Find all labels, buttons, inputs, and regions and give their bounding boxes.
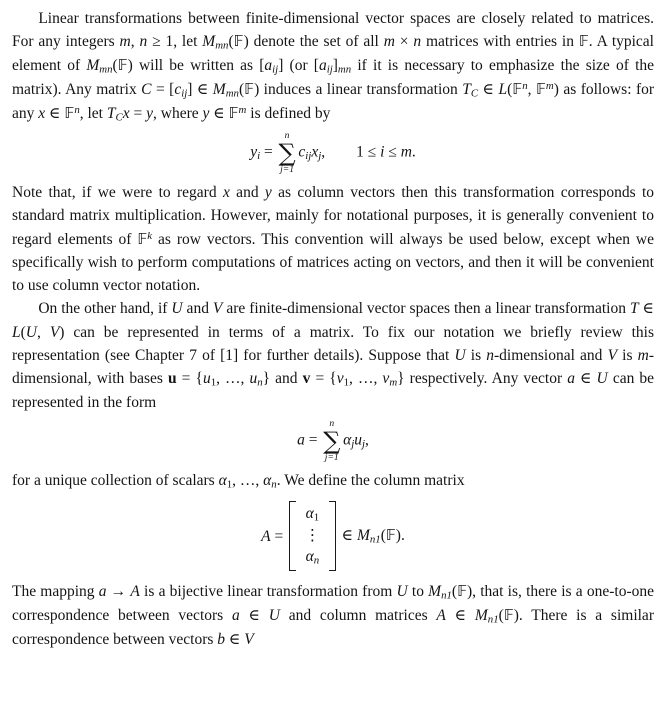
text-run: C bbox=[115, 111, 123, 124]
text-run: 𝔽 bbox=[117, 57, 128, 75]
text-run: A bbox=[130, 583, 140, 601]
matrix-entry-last bbox=[306, 548, 320, 567]
equation-sum-2 bbox=[12, 419, 654, 463]
text-run: ∈ bbox=[45, 105, 65, 123]
text-run: The mapping bbox=[12, 583, 99, 601]
text-run: a bbox=[567, 370, 575, 388]
text-run: ) induces a linear transformation bbox=[254, 81, 463, 99]
text-run: and column matrices bbox=[279, 607, 437, 625]
text-run: ∈ bbox=[341, 527, 357, 545]
text-run: m bbox=[389, 376, 398, 389]
text-run: n bbox=[139, 33, 148, 51]
text-run: and bbox=[182, 300, 213, 318]
text-run: ∈ bbox=[239, 607, 269, 625]
text-run: ( bbox=[498, 607, 504, 625]
sum-upper-limit: n bbox=[329, 418, 335, 430]
text-run: a bbox=[297, 431, 305, 449]
text-run: ij bbox=[305, 150, 312, 163]
matrix-bracket-left bbox=[289, 501, 296, 571]
text-run: ] ∈ bbox=[187, 81, 213, 99]
text-run: i bbox=[380, 143, 385, 161]
summation-symbol bbox=[278, 131, 295, 175]
text-run: as column vectors then this transformation corresponds to standard matrix multiplication. However, mainly for notational purposes, it is generally convenient to regard elements of bbox=[12, 184, 655, 248]
text-run: , let bbox=[79, 105, 107, 123]
text-run: 1 bbox=[313, 511, 320, 524]
text-run: = bbox=[270, 527, 284, 545]
matrix-equation-lhs bbox=[261, 525, 283, 548]
text-run: V bbox=[607, 346, 618, 364]
text-run: j bbox=[351, 438, 355, 451]
text-run: y bbox=[250, 143, 258, 161]
text-run: , bbox=[365, 431, 369, 449]
text-run: a bbox=[98, 583, 107, 601]
text-run: M bbox=[356, 527, 370, 545]
text-run: ( bbox=[380, 527, 386, 545]
text-run: Linear transformations between finite-dimensional vector spaces are closely related to matrices. For any integers bbox=[12, 10, 654, 51]
text-run: j bbox=[318, 150, 322, 163]
text-run: if it is necessary to emphasize the size of the matrix). Any matrix bbox=[12, 57, 655, 99]
text-run: mn bbox=[225, 87, 239, 100]
text-run: = { bbox=[310, 370, 337, 388]
matrix-entry-first bbox=[306, 505, 320, 524]
text-run: n bbox=[486, 346, 494, 364]
summation-symbol bbox=[323, 419, 340, 463]
text-run: are finite-dimensional vector spaces then a linear transformation bbox=[222, 300, 630, 318]
text-run: ) will be written as [ bbox=[127, 57, 265, 75]
text-run: ), that is, there is a one-to-one correspondence between vectors bbox=[12, 583, 655, 625]
text-run: α bbox=[305, 548, 314, 566]
text-run: U bbox=[396, 583, 408, 601]
text-run: and bbox=[229, 184, 265, 202]
text-run: a bbox=[264, 57, 273, 75]
text-run: C bbox=[470, 87, 479, 100]
equation-sum-1 bbox=[12, 131, 654, 175]
text-run: M bbox=[428, 583, 442, 601]
text-run: ). bbox=[395, 527, 405, 545]
text-run: -dimensional, with bases bbox=[12, 346, 654, 388]
sum-lower-limit: j=1 bbox=[324, 451, 339, 463]
text-run: k bbox=[147, 229, 153, 242]
text-run: m bbox=[545, 80, 554, 93]
matrix-vertical-ellipsis bbox=[305, 527, 321, 545]
text-run: ∈ bbox=[445, 607, 475, 625]
matrix-equation-rhs bbox=[342, 524, 405, 548]
text-run: c bbox=[298, 143, 306, 161]
text-run: U bbox=[25, 323, 37, 341]
text-run: ) denote the set of all bbox=[243, 33, 384, 51]
text-run: . bbox=[411, 143, 416, 161]
text-run: u bbox=[354, 431, 363, 449]
text-run: ≤ bbox=[384, 143, 401, 161]
text-run: α bbox=[343, 431, 352, 449]
text-run: = bbox=[304, 431, 322, 449]
text-run: j bbox=[362, 438, 366, 451]
sum-upper-limit: n bbox=[284, 130, 290, 142]
text-run: = bbox=[260, 143, 277, 161]
text-run: n1 bbox=[441, 590, 452, 603]
text-run: ∈ bbox=[478, 81, 499, 99]
text-run: M bbox=[212, 81, 226, 99]
text-run: A bbox=[261, 527, 271, 545]
text-run: ). There is a similar correspondence between vectors bbox=[12, 607, 654, 649]
text-run: can be represented in the form bbox=[12, 370, 655, 412]
text-run: as row vectors. This convention will always be used below, except when we specifically wish to perform computations of matrices acting on vectors, and then it will be convenient to use column vector notation. bbox=[12, 230, 654, 295]
text-run: V bbox=[49, 323, 60, 341]
text-run: is defined by bbox=[246, 105, 331, 123]
text-run: m bbox=[119, 33, 131, 51]
text-run: n bbox=[313, 554, 320, 567]
text-run: to bbox=[407, 583, 429, 601]
text-run: -dimensional and bbox=[494, 346, 608, 364]
text-run: , …, bbox=[216, 370, 250, 388]
text-run: ( bbox=[112, 57, 118, 75]
text-run: is a bijective linear transformation from bbox=[139, 583, 397, 601]
text-run: α bbox=[305, 505, 314, 523]
text-run: 𝔽 bbox=[64, 105, 75, 123]
sum-lower-limit: j=1 bbox=[280, 163, 295, 175]
text-run: , where bbox=[153, 105, 203, 123]
text-run: x bbox=[122, 105, 130, 123]
text-run: 𝔽 bbox=[228, 105, 239, 123]
text-run: u bbox=[202, 370, 211, 388]
text-run: v bbox=[336, 370, 344, 388]
text-run: v bbox=[382, 370, 390, 388]
text-run: ≥ 1, let bbox=[147, 33, 203, 51]
text-run: α bbox=[218, 472, 227, 490]
text-run: 𝔽 bbox=[137, 230, 148, 248]
text-run: ∈ bbox=[638, 300, 655, 318]
text-run: x bbox=[311, 143, 319, 161]
text-run: T bbox=[106, 105, 116, 123]
text-run: ( bbox=[507, 81, 513, 99]
text-run: ( bbox=[238, 81, 245, 99]
sigma-icon: ∑ bbox=[323, 426, 341, 455]
text-run: Note that, if we were to regard bbox=[12, 184, 223, 202]
text-run: 𝔽 bbox=[503, 607, 514, 625]
text-run: 𝔽 bbox=[457, 583, 467, 601]
text-run: ( bbox=[20, 323, 26, 341]
text-run: mn bbox=[337, 63, 352, 76]
text-run: y bbox=[146, 105, 153, 123]
text-run: , …, bbox=[232, 472, 264, 490]
text-run: is bbox=[617, 346, 638, 364]
text-run: C bbox=[141, 81, 152, 99]
paragraph-4 bbox=[12, 469, 654, 493]
text-run: ( bbox=[228, 33, 234, 51]
text-run: × bbox=[394, 33, 414, 51]
text-run: , 1 ≤ bbox=[321, 143, 381, 161]
text-run: } and bbox=[262, 370, 303, 388]
text-run: = bbox=[129, 105, 147, 123]
matrix-bracket-right bbox=[329, 501, 336, 571]
text-run: ) as follows: for any bbox=[12, 81, 655, 123]
text-run: , …, bbox=[349, 370, 383, 388]
text-run: n1 bbox=[487, 614, 499, 627]
text-run: ∈ bbox=[574, 370, 597, 388]
text-run: = { bbox=[176, 370, 203, 388]
text-run: = [ bbox=[151, 81, 175, 99]
text-run: ∈ bbox=[209, 105, 229, 123]
text-run: mn bbox=[99, 63, 113, 76]
text-run: A bbox=[436, 607, 446, 625]
text-run: m bbox=[400, 143, 412, 161]
text-run: v bbox=[302, 370, 311, 388]
text-run: ] bbox=[332, 57, 338, 75]
text-run: m bbox=[238, 104, 247, 117]
text-run: On the other hand, if bbox=[38, 300, 172, 318]
text-run: 𝔽 bbox=[233, 33, 244, 51]
text-run: 1 bbox=[343, 376, 350, 389]
text-run: 𝔽 bbox=[578, 33, 589, 51]
text-run: n bbox=[257, 376, 263, 389]
text-run: n1 bbox=[369, 534, 381, 547]
text-run: m bbox=[383, 33, 395, 51]
paragraph-3 bbox=[12, 297, 654, 414]
sigma-icon: ∑ bbox=[278, 138, 296, 167]
text-run: x bbox=[38, 105, 46, 123]
text-run: ∈ bbox=[225, 631, 245, 649]
text-run: 𝔽 bbox=[244, 81, 255, 99]
text-run: y bbox=[202, 105, 210, 123]
text-run: m bbox=[637, 346, 649, 364]
text-run: U bbox=[454, 346, 466, 364]
text-run: mn bbox=[215, 39, 229, 52]
text-run: L bbox=[12, 323, 21, 341]
column-matrix bbox=[289, 501, 337, 571]
text-run: . A typical element of bbox=[12, 33, 654, 75]
text-run: α bbox=[263, 472, 272, 490]
text-run: b bbox=[217, 631, 226, 649]
text-run: M bbox=[86, 57, 100, 75]
text-run: u bbox=[167, 370, 177, 388]
text-run: matrices with entries in bbox=[421, 33, 579, 51]
text-run: n bbox=[271, 478, 277, 491]
text-run: x bbox=[222, 184, 230, 202]
text-run: c bbox=[174, 81, 182, 99]
text-run: for a unique collection of scalars bbox=[12, 472, 219, 490]
text-run: , bbox=[130, 33, 140, 51]
paragraph-5 bbox=[12, 580, 654, 651]
text-run: ij bbox=[272, 63, 279, 76]
text-run: is bbox=[465, 346, 487, 364]
text-run: a bbox=[318, 57, 327, 75]
text-run: T bbox=[629, 300, 639, 318]
text-run: V bbox=[212, 300, 223, 318]
text-run: ( bbox=[451, 583, 458, 601]
text-run: → bbox=[106, 583, 131, 601]
text-run: T bbox=[462, 81, 471, 99]
text-run: U bbox=[171, 300, 183, 318]
text-run: 𝔽 bbox=[385, 527, 396, 545]
text-run: 1 bbox=[210, 376, 217, 389]
text-run: U bbox=[268, 607, 280, 625]
text-run: n bbox=[522, 80, 528, 93]
text-run: 𝔽 bbox=[512, 81, 523, 99]
text-run: } respectively. Any vector bbox=[397, 370, 568, 388]
equation-column-matrix bbox=[12, 501, 654, 571]
text-run: V bbox=[244, 631, 254, 649]
text-run: n bbox=[413, 33, 422, 51]
text-run: ] (or [ bbox=[278, 57, 319, 75]
text-run: ) can be represented in terms of a matrix. To fix our notation we briefly review this representation (see Chapter 7 of [1] for further details). Suppose that bbox=[12, 323, 655, 364]
text-run: , bbox=[527, 81, 536, 99]
text-run: u bbox=[249, 370, 258, 388]
text-run: n bbox=[74, 104, 80, 117]
text-run: . We define the column matrix bbox=[276, 472, 465, 490]
paragraph-1 bbox=[12, 7, 654, 126]
text-run: y bbox=[264, 184, 272, 202]
text-run: ij bbox=[326, 63, 333, 76]
text-run: 1 bbox=[226, 478, 233, 491]
text-run: M bbox=[474, 607, 488, 625]
text-run: U bbox=[596, 370, 608, 388]
text-run: M bbox=[202, 33, 216, 51]
text-run: a bbox=[231, 607, 240, 625]
paragraph-2 bbox=[12, 181, 654, 297]
text-run: , bbox=[37, 323, 50, 341]
matrix-column bbox=[296, 501, 330, 571]
text-run: ⋮ bbox=[304, 526, 321, 545]
text-run: ij bbox=[181, 87, 188, 100]
text-run: i bbox=[257, 150, 261, 163]
text-run: 𝔽 bbox=[535, 81, 546, 99]
text-run: L bbox=[498, 81, 508, 99]
